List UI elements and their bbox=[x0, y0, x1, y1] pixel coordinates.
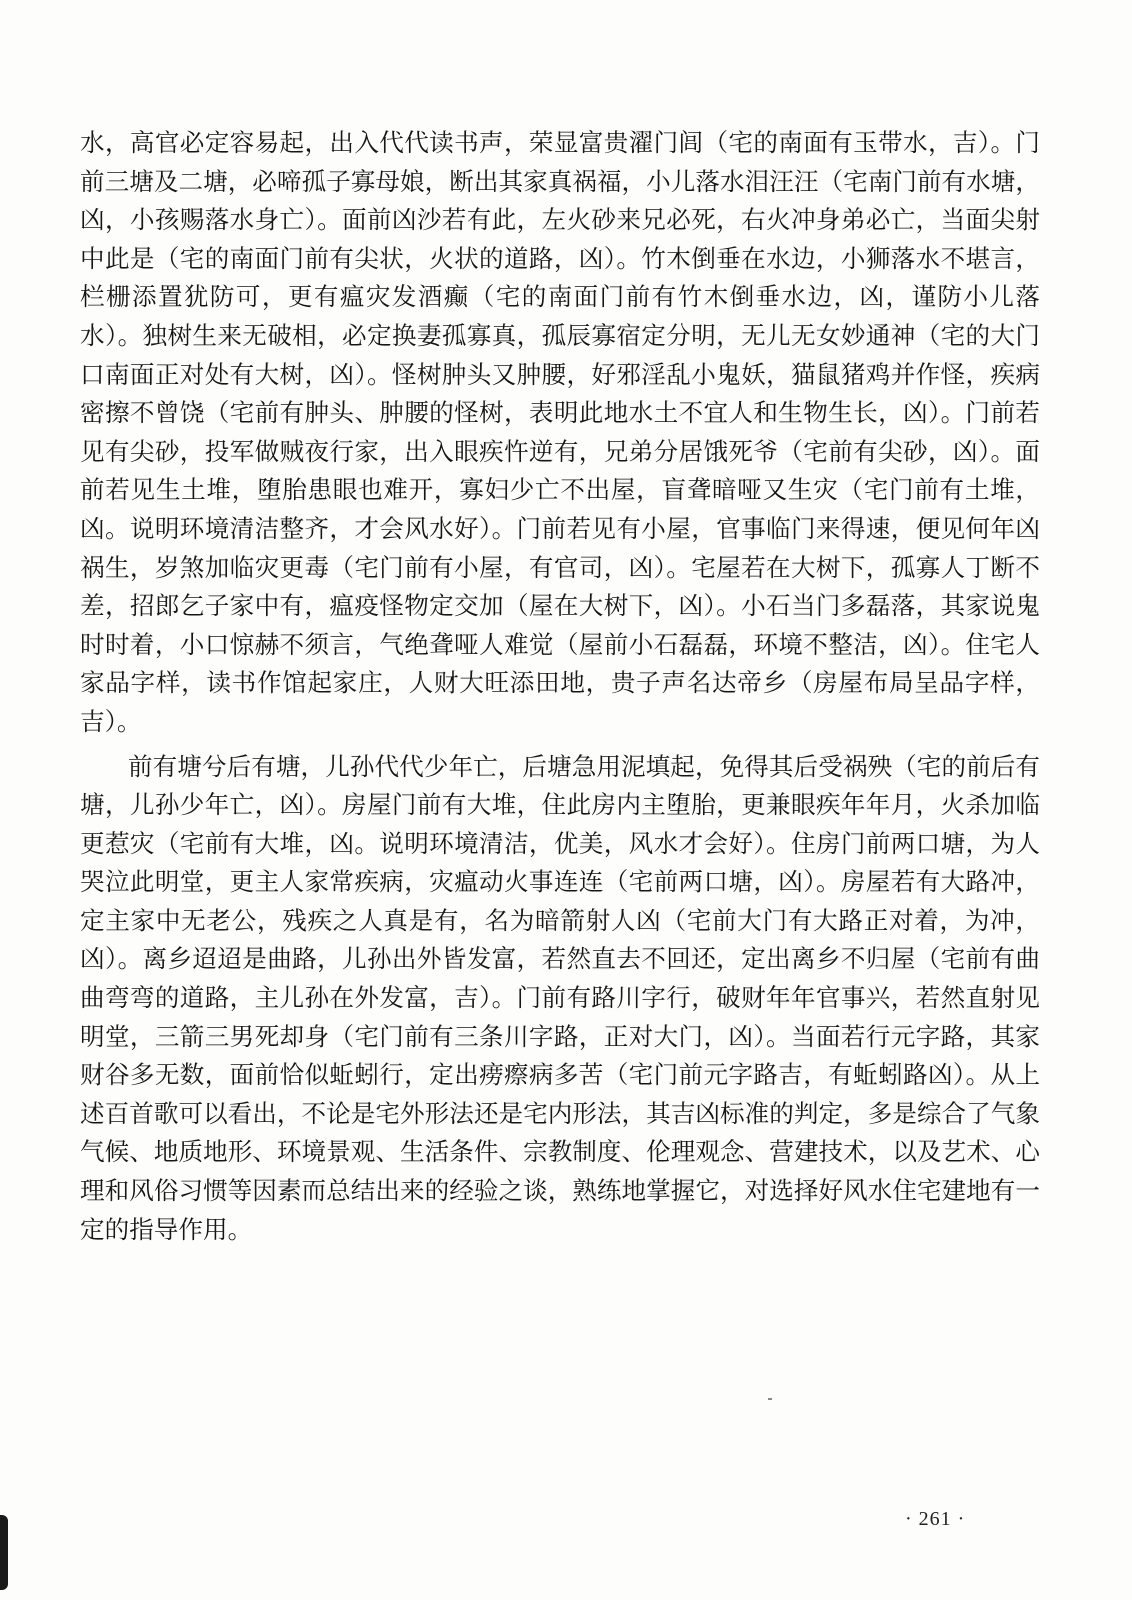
binding-edge-mark bbox=[0, 1515, 8, 1590]
scan-speck bbox=[768, 1398, 772, 1400]
page-number: · 261 · bbox=[905, 1508, 966, 1530]
paragraph-1: 水，高官必定容易起，出入代代读书声，荣显富贵濯门闾（宅的南面有玉带水，吉）。门前三塘及二塘，必啼孤子寡母娘，断出其家真祸福，小儿落水泪汪汪（宅南门前有水塘，凶，小孩赐落水身亡）。面前凶沙若有此，左火砂来兄必死，右火冲身弟必亡，当面尖射中此是（宅的南面门前有尖状，火状的道路，凶）。竹木倒垂在水边，小狮落水不堪言，栏栅添置犹防可，更有瘟灾发酒癫（宅的南面门前有竹木倒垂水边，凶，谨防小儿落水）。独树生来无破相，必定换妻孤寡真，孤辰寡宿定分明，无儿无女妙通神（宅的大门口南面正对处有大树，凶）。怪树肿头又肿腰，好邪淫乱小鬼妖，猫鼠猪鸡并作怪，疾病密擦不曾饶（宅前有肿头、肿腰的怪树，表明此地水土不宜人和生物生长，凶）。门前若见有尖砂，投军做贼夜行家，出入眼疾忤逆有，兄弟分居饿死爷（宅前有尖砂，凶）。面前若见生土堆，堕胎患眼也难开，寡妇少亡不出屋，盲聋暗哑又生灾（宅门前有土堆，凶。说明环境清洁整齐，才会风水好）。门前若见有小屋，官事临门来得速，便见何年凶祸生，岁煞加临灾更毒（宅门前有小屋，有官司，凶）。宅屋若在大树下，孤寡人丁断不差，招郎乞子家中有，瘟疫怪物定交加（屋在大树下，凶）。小石当门多磊落，其家说鬼时时着，小口惊赫不须言，气绝聋哑人难觉（屋前小石磊磊，环境不整洁，凶）。住宅人家品字样，读书作馆起家庄，人财大旺添田地，贵子声名达帝乡（房屋布局呈品字样，吉）。 bbox=[80, 128, 1040, 736]
body-text bbox=[80, 124, 1040, 1249]
paragraph-2: 前有塘兮后有塘，儿孙代代少年亡，后塘急用泥填起，免得其后受祸殃（宅的前后有塘，儿孙少年亡，凶）。房屋门前有大堆，住此房内主堕胎，更兼眼疾年年月，火杀加临更惹灾（宅前有大堆，凶。说明环境清洁，优美，风水才会好）。住房门前两口塘，为人哭泣此明堂，更主人家常疾病，灾瘟动火事连连（宅前两口塘，凶）。房屋若有大路冲，定主家中无老公，残疾之人真是有，名为暗箭射人凶（宅前大门有大路正对着，为冲，凶）。离乡迢迢是曲路，儿孙出外皆发富，若然直去不回还，定出离乡不归屋（宅前有曲曲弯弯的道路，主儿孙在外发富，吉）。门前有路川字行，破财年年官事兴，若然直射见明堂，三箭三男死却身（宅门前有三条川字路，正对大门，凶）。当面若行元字路，其家财谷多无数，面前恰似蚯蚓行，定出痨瘵病多苦（宅门前元字路吉，有蚯蚓路凶）。从上述百首歌可以看出，不论是宅外形法还是宅内形法，其吉凶标准的判定，多是综合了气象气候、地质地形、环境景观、生活条件、宗教制度、伦理观念、营建技术，以及艺术、心理和风俗习惯等因素而总结出来的经验之谈，熟练地掌握它，对选择好风水住宅建地有一定的指导作用。 bbox=[80, 751, 1040, 1244]
